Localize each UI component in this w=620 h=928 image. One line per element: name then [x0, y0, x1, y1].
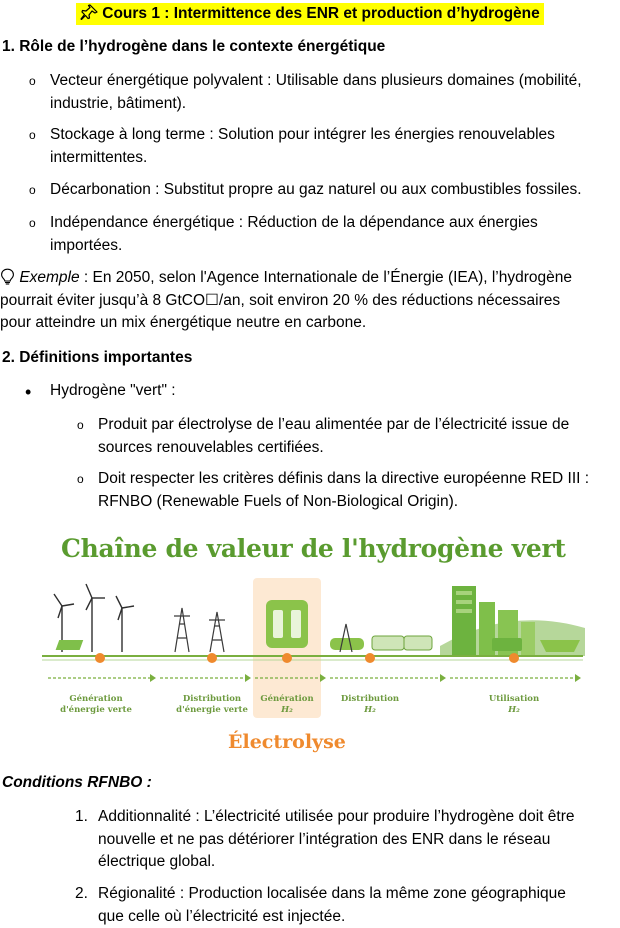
list-item-line: Régionalité : Production localisée dans la même zone géographique	[98, 883, 566, 906]
list-number: 2.	[75, 883, 88, 906]
stage-line: H₂	[330, 705, 410, 716]
list-item: Hydrogène "vert" :	[50, 380, 176, 403]
section1-heading: 1. Rôle de l’hydrogène dans le contexte énergétique	[2, 37, 385, 57]
list-item	[98, 806, 574, 874]
list-item-line: Produit par électrolyse de l’eau alimentée par de l’électricité issue de	[98, 414, 569, 437]
title-wrap	[0, 3, 620, 25]
list-item-line: Indépendance énergétique : Réduction de la dépendance aux énergies	[50, 212, 538, 235]
list-item	[50, 124, 555, 169]
circle-bullet-icon: o	[29, 128, 36, 142]
stage-line: Génération	[253, 694, 321, 705]
figure-title: Chaîne de valeur de l'hydrogène vert	[40, 534, 606, 563]
circle-bullet-icon: o	[77, 418, 84, 432]
stage-line: d'énergie verte	[50, 705, 142, 716]
list-item-line: intermittentes.	[50, 147, 555, 170]
list-item-line: électrique global.	[98, 851, 574, 874]
list-item-line: industrie, bâtiment).	[50, 93, 582, 116]
list-item-line: Doit respecter les critères définis dans la directive européenne RED III :	[98, 468, 589, 491]
value-chain-figure	[40, 528, 585, 760]
stage-label	[330, 694, 410, 716]
circle-bullet-icon: o	[29, 216, 36, 230]
light-bulb-icon	[0, 268, 15, 285]
value-chain-illustration	[40, 528, 585, 760]
list-item	[98, 468, 589, 513]
list-item-line: Additionnalité : L’électricité utilisée pour produire l’hydrogène doit être	[98, 806, 574, 829]
stage-line: H₂	[253, 705, 321, 716]
bullet-icon: •	[25, 382, 31, 402]
list-item-line: nouvelle et ne pas détériorer l’intégration des ENR dans le réseau	[98, 829, 574, 852]
stage-label	[472, 694, 556, 716]
list-item	[98, 414, 569, 459]
list-number: 1.	[75, 806, 88, 829]
stage-line: Génération	[50, 694, 142, 705]
stage-label	[50, 694, 142, 716]
list-item-line: Stockage à long terme : Solution pour intégrer les énergies renouvelables	[50, 124, 555, 147]
list-item	[50, 70, 582, 115]
stage-line: Distribution	[330, 694, 410, 705]
list-item-line: RFNBO (Renewable Fuels of Non-Biological Origin).	[98, 491, 589, 514]
list-item-line: que celle où l’électricité est injectée.	[98, 906, 566, 928]
example-text: : En 2050, selon l'Agence Internationale de l’Énergie (IEA), l’hydrogène	[80, 269, 572, 286]
stage-line: Utilisation	[472, 694, 556, 705]
list-item-line: sources renouvelables certifiées.	[98, 437, 569, 460]
conditions-heading: Conditions RFNBO :	[2, 773, 152, 793]
electrolysis-label: Électrolyse	[228, 731, 346, 753]
example-paragraph	[0, 267, 618, 335]
circle-bullet-icon: o	[77, 472, 84, 486]
circle-bullet-icon: o	[29, 74, 36, 88]
stage-label	[166, 694, 258, 716]
section2-heading: 2. Définitions importantes	[2, 348, 192, 368]
stage-line: Distribution	[166, 694, 258, 705]
list-item	[50, 212, 538, 257]
list-item	[98, 883, 566, 928]
list-item	[50, 179, 582, 202]
example-line	[0, 267, 618, 290]
page-title-text: Cours 1 : Intermittence des ENR et production d’hydrogène	[102, 5, 540, 22]
page-title	[76, 3, 544, 25]
pushpin-icon	[80, 4, 98, 20]
circle-bullet-icon: o	[29, 183, 36, 197]
list-item-line: Vecteur énergétique polyvalent : Utilisable dans plusieurs domaines (mobilité,	[50, 70, 582, 93]
example-line: pour atteindre un mix énergétique neutre en carbone.	[0, 312, 618, 335]
stage-label	[253, 694, 321, 716]
list-item-line: importées.	[50, 235, 538, 258]
example-line: pourrait éviter jusqu’à 8 GtCO☐/an, soit environ 20 % des réductions nécessaires	[0, 290, 618, 313]
list-item-line: Décarbonation : Substitut propre au gaz naturel ou aux combustibles fossiles.	[50, 179, 582, 202]
stage-line: d'énergie verte	[166, 705, 258, 716]
stage-line: H₂	[472, 705, 556, 716]
example-label: Exemple	[19, 269, 79, 286]
